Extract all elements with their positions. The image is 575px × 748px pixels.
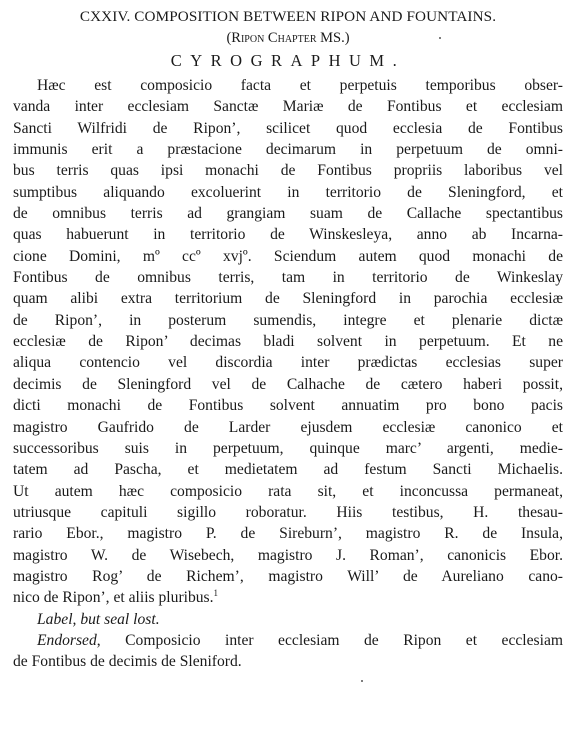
body-line: magistro Gaufrido de Larder ejusdem ecclesiæ canonico et — [13, 418, 563, 436]
endorsement-line-1 — [13, 630, 563, 651]
body-last-text: nico de Ripon’, et aliis pluribus. — [13, 589, 214, 607]
body-line: tatem ad Pascha, et medietatem ad festum Sancti Michaelis. — [13, 461, 563, 479]
footnote-marker: 1 — [213, 588, 219, 599]
ink-speck — [361, 680, 363, 682]
endorsed-label: Endorsed — [37, 631, 97, 649]
source-note — [13, 28, 563, 48]
charter-body — [13, 75, 563, 587]
body-line: vanda inter ecclesiam Sanctæ Mariæ de Fontibus et ecclesiam — [13, 98, 563, 116]
body-line: decimis de Sleningford vel de Calhache de cætero haberi possit, — [13, 375, 563, 393]
body-line: dicti monachi de Fontibus solvent annuatim pro bono pacis — [13, 397, 563, 415]
ink-speck — [439, 37, 441, 39]
body-line: utriusque capituli sigillo roboratur. Hiis testibus, H. thesau- — [13, 503, 563, 521]
body-line: Ut autem hæc composicio rata sit, et inconcussa permaneat, — [13, 482, 563, 500]
body-line: successoribus suis in perpetuum, quinque marc’ argenti, medie- — [13, 439, 563, 457]
body-line: quas habuerunt in territorio de Winskesleya, anno ab Incarna- — [13, 226, 563, 244]
body-line: cione Domini, mº ccº xvjº. Sciendum autem quod monachi de — [13, 247, 563, 265]
source-word-ripon: Ripon — [231, 30, 265, 46]
body-line: bus terris quas ipsi monachi de Fontibus propriis laboribus vel — [13, 162, 563, 180]
charter-heading: CXXIV. COMPOSITION BETWEEN RIPON AND FOUNTAINS. — [79, 8, 497, 25]
body-line: magistro W. de Wisebech, magistro J. Roman’, canonicis Ebor. — [13, 546, 563, 564]
body-line: immunis erit a præstacione decimarum in perpetuum de omni- — [13, 141, 563, 159]
body-line: rario Ebor., magistro P. de Sireburn’, magistro R. de Insula, — [13, 525, 563, 543]
source-word-chapter: Chapter — [267, 30, 317, 46]
source-open: ( — [226, 30, 232, 46]
body-line: magistro Rog’ de Richem’, magistro Will’ de Aureliano cano- — [13, 567, 563, 585]
body-last-line — [13, 587, 563, 608]
body-line: Hæc est composicio facta et perpetuis temporibus obser- — [37, 77, 563, 94]
source-tail: MS.) — [316, 30, 350, 46]
endorsement-line-2: de Fontibus de decimis de Sleniford. — [13, 653, 242, 671]
body-line: Fontibus de omnibus terris, tam in territorio de Winkeslay — [13, 269, 563, 287]
body-line: Sancti Wilfridi de Ripon’, scilicet quod ecclesia de Fontibus — [13, 119, 563, 137]
body-line: de Ripon’, in posterum sumendis, integre et plenarie dictæ — [13, 311, 563, 329]
label-note-text: Label, but seal lost. — [37, 610, 160, 628]
label-note — [13, 609, 563, 630]
endorsed-text-1: , Composicio inter ecclesiam de Ripon et ecclesiam — [96, 631, 563, 649]
body-line: aliqua contencio vel discordia inter prædictas ecclesias super — [13, 354, 563, 372]
body-line: ecclesiæ de Ripon’ decimas bladi solvent in perpetuum. Et ne — [13, 333, 563, 351]
body-line: sumptibus aliquando excoluerint in territorio de Sleningford, et — [13, 183, 563, 201]
body-line: quam alibi extra territorium de Sleningford in parochia ecclesiæ — [13, 290, 563, 308]
body-line: de omnibus terris ad grangiam suam de Callache spectantibus — [13, 205, 563, 223]
document-title: CYROGRAPHUM. — [170, 51, 406, 70]
